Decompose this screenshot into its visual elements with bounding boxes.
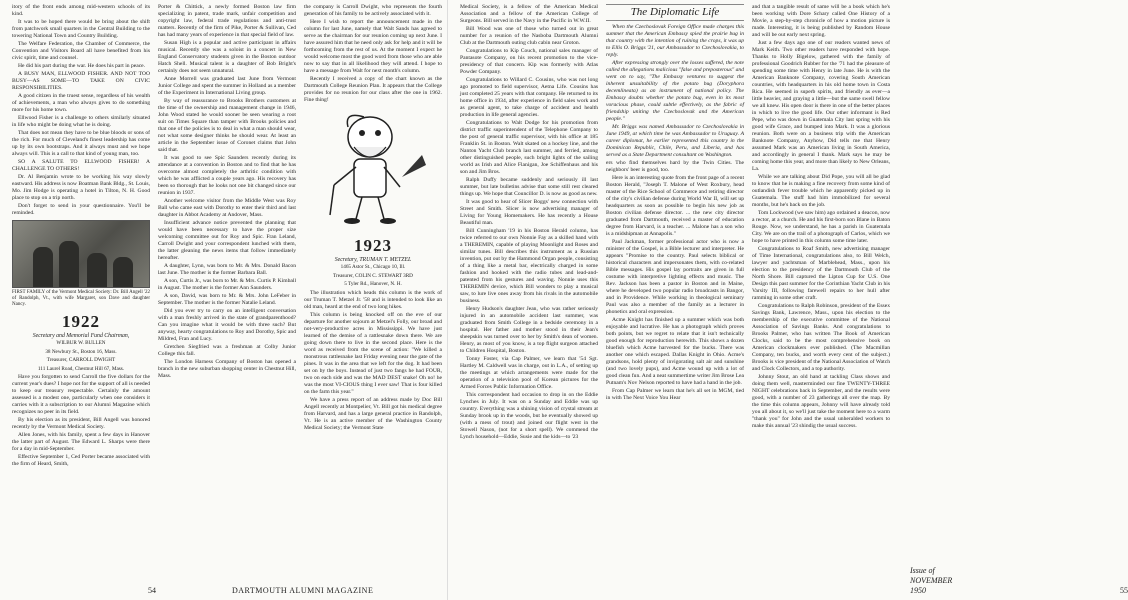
- column-3-text: [304, 4, 442, 104]
- treasurer-name: Treasurer, CARROLL DWIGHT: [46, 357, 116, 363]
- left-page: [0, 0, 448, 600]
- paragraph: The illustration which heads this column is the work of our Truman T. Metzel Jr. '58 and is intended to look like an old man, heard at the end of two long hikes.: [304, 289, 442, 310]
- paragraph: ers who find themselves hard by the Twin Cities. The neighbors' beer is good, too.: [606, 160, 744, 173]
- paragraph: By way of reassurance to Brooks Brothers customers at the time of the ownership and management change in 1946, John Wood stated he would sooner be seen wearing a root suit on Times Square than tamper with Brooks policies and that one of the policies is to deal in what a man should wear, not what some designer thinks he should wear. At least an article in the September issue of Coronet claims that John said that.: [158, 98, 296, 153]
- secretary-1923-address: 1465 Astor St., Chicago 10, Ill.: [340, 264, 406, 270]
- treasurer-1923-address: 5 Tyler Rd., Hanover, N. H.: [344, 281, 402, 287]
- issue-date: Issue of NOVEMBER 1950: [910, 566, 953, 595]
- paragraph: itory of the front ends among mid-western schools of its kind.: [12, 4, 150, 17]
- photo-caption: FIRST FAMILY of the Vermont Medical Society: Dr. Bill Angell '22 of Randolph, Vt., with wife Margaret, son Dave and daughter Nancy.: [12, 290, 150, 307]
- secretary-name: WILBUR W. BULLEN: [56, 340, 106, 346]
- paragraph: Allen Jones, with his family, spent a few days in Hanover the latter part of August. The Edward L. Sharps were there for a day in mid-September.: [12, 432, 150, 452]
- paragraph: When the Czechoslovak Foreign Office made charges this summer that the American Embassy spied the prairie bug in that country with the intention of ruining the crops, it was up to Ellis O. Briggs '21, our Ambassador to Czechoslovakia, to reply.: [606, 24, 744, 58]
- paragraph: The London Harness Company of Boston has opened a branch in the new suburban shopping center in Chestnut Hill, Mass.: [158, 359, 296, 379]
- paragraph: It was good to see Spic Saunders recently during its attendance at a convention in Boston and to find that he has overcome almost completely the arthritic condition with which he was afflicted a couple years ago. His recovery has been so thorough that he looks not one bit changed since our reunion in 1937.: [158, 155, 296, 196]
- paragraph: Here is an interesting quote from the front page of a recent Boston Herald, "Joseph T. Malone of West Roxbury, head master of the Rice School of Commerce and retiring director of the city's civilian defense during World War II, will set up headquarters as soon as possible to begin his new job as Boston civilian defense director. ... the new city director graduated from Dartmouth, received a master of education degree from Harvard, is a teacher. ... Malone has a son who is a midshipman at Annapolis.": [606, 175, 744, 237]
- diplomatic-life-text: [606, 24, 744, 159]
- old-man-cartoon: [304, 107, 436, 227]
- paragraph: Medical Society, is a fellow of the American Medical Association and a fellow of the American College of Surgeons. Bill served in the Navy in the Pacific in W.W.II.: [460, 4, 598, 24]
- paragraph: By his election as its president, Bill Angell was honored recently by the Vermont Medical Society.: [12, 417, 150, 430]
- paragraph: the company is Carroll Dwight, who represents the fourth generation of his family to be actively associated with it.: [304, 4, 442, 17]
- column-1-continued: [12, 374, 150, 468]
- magazine-name: DARTMOUTH ALUMNI MAGAZINE: [232, 586, 374, 595]
- paragraph: Ellwood Fisher is a challenge to others similarly situated in life who might be doing what he is doing.: [12, 115, 150, 128]
- paragraph: It was good to hear of Slicer Boggs' new connection with Street and Smith. Slicer is now advertising manager of Living for Young Homemakers. He has recently a House Beautiful man.: [460, 199, 598, 226]
- paragraph: Congratulations to Roaf Smith, new advertising manager of Time International, congratulations also, to Bill Welch, lawyer and yachtsman of Marblehead, Mass., upon his election to the presidency of the Dartmouth Club of the North Shore. Bill captured the Lipton Cup for U.S. One Design this past summer for the Corinthian Yacht Club in his Varsity III, following farewell repairs to her hull after ramming in some other craft.: [752, 246, 890, 301]
- paragraph: After expressing strongly over the losses suffered, the note called the allegations malicious "false and preposterous" and went on to say, "The Embassy ventures to suggest the inherent unsuitability of the potato bug (Doryphora decemlineata) as an instrument of national policy. The Embassy doubts whether the potato bug, even in its most voracious phase, could subtle effectively, as the fabric of friendship uniting the Czechoslovak and the American people.": [606, 60, 744, 122]
- paragraph: Bill Cunningham '19 in his Boston Herald column, has twice referred to our own Nonnie Fay as a skilled hand with a THEREMIN, capable of playing Moonlight and Roses and similar tunes. Bill describes this instrument as a Russian invention, put out by the Hammond Organ people, consisting of a thing like a metal bar, electrically charged in some fashion and hooked with the radio tubes and lead-and-patented from his gestures and waving. Nonnie uses this THEREMIN device, which Bill wonders to play a musical saw, to lure live ones away from his rivals in the automobile business.: [460, 228, 598, 304]
- column-1-text: [12, 4, 150, 217]
- secretary-address: 38 Newbury St., Boston 16, Mass.: [45, 348, 117, 355]
- paragraph: A BUSY MAN, ELLWOOD FISHER. AND NOT TOO BUSY—AS SOME—TO TAKE ON CIVIC RESPONSIBILITIES.: [12, 71, 150, 91]
- paragraph: Don't forget to send in your questionnaire. You'll be reminded.: [12, 203, 150, 216]
- paragraph: Congratulations to Ralph Robinson, president of the Essex Savings Bank, Lawrence, Mass., upon his election to the membership of the executive committee of the National Association of Savings Banks. And congratulations to Brooks Palmer, who has written The Book of American Clocks, said to be the most comprehensive book on American clockmakers ever published. (The Macmillan Company, ten bucks, and worth every cent of the subject.) Brooks is vice president of the National Association of Watch and Clock Collectors, and a top authority.: [752, 303, 890, 372]
- paragraph: We have a press report of an address made by Doc Bill Angell recently at Montpelier, Vt. Bill got his medical degree from Harvard, and has a large general practice in Randolph, Vt. He is an active member of the Washington County Medical Society; the Vermont State: [304, 396, 442, 431]
- paragraph: Did you ever try to carry on an intelligent conversation with a man freshly arrived in the state of grandparenthood? Can you imagine what it would be with three such? But anyway, hearty congratulations to Roy and Dorothy, Spic and Mildred, Fran and Lucy.: [158, 308, 296, 342]
- paragraph: Recently I received a copy of the chart known as the Dartmouth College Reunion Plan. It appears that the College provides for no reunion for our class after the one in 1962. Fine thing!: [304, 76, 442, 103]
- secretary-1923: Secretary, TRUMAN T. METZEL: [334, 257, 412, 263]
- paragraph: and that a tangible result of same will be a book which he's been working with Dore Schary called One History of a Movie, a step-by-step chronicle of how a motion picture is made. Interesting, it is being published by Random House and will be out early next spring.: [752, 4, 890, 38]
- paragraph: From Cap Palmer we learn that he's all set in MGM, tied in with The Next Voice You Hear: [606, 388, 744, 401]
- class-year-1922: 1922: [62, 312, 100, 331]
- paragraph: Insufficient advance notice prevented the planning that would have been necessary to have the proper size welcoming committee out for Roy and Spic. Fran Leland, Carroll Dwight and your correspondent lunched with them, the latter gleaning the news items that follow immediately hereafter.: [158, 220, 296, 261]
- column-1: [12, 4, 150, 570]
- paragraph: Gretchen Siegfried was a freshman at Colby Junior College this fall.: [158, 344, 296, 357]
- column-4: [460, 4, 598, 570]
- paragraph: It was to be hoped there would be bring about the shift from patchwork small quarters in the Central Building to the towering National Town and Country Building.: [12, 19, 150, 39]
- paragraph: Here I wish to report the announcement made in the column for last June, namely that Walt Sands has agreed to serve as the chairman for our reunion coming up next June. I have assured him that he need only ask for help and it will be forthcoming from the rest of us. At the moment I expect he would welcome most the good word from those who are able now to say that in all likelihood they will attend. I hope to have a message from Walt for next month's column.: [304, 19, 442, 74]
- paragraph: Effective September 1, Ced Porter became associated with the firm of Heard, Smith,: [12, 454, 150, 467]
- paragraph: A daughter, Lynn, was born to Mr. & Mrs. Donald Bacon last June. The mother is the former Barbara Ball.: [158, 263, 296, 276]
- paragraph: Congratulations to Kip Couch, national sales manager of Pantasote Company, on his recent promotion to the vice-presidency of that concern. Kip was formerly with Atlas Powder Company.: [460, 48, 598, 75]
- column-4-text: [460, 4, 598, 441]
- right-page: [448, 0, 1128, 600]
- paragraph: Tonny Foster, via Cap Palmer, we learn that '54 Sgt. Hartley M. Caldwell was in charge, out in L.A., of setting up the meetings at which arrangements were made for the operation of a television pool of Korean pictures for the Armed Forces Public Information Office.: [460, 356, 598, 390]
- paragraph: Anne Morrell was graduated last June from Vermont Junior College and spent the summer in Holland as a member of the Experiment in International Living group.: [158, 76, 296, 96]
- paragraph: Another welcome visitor from the Middle West was Roy Ball who came east with Dorothy to enter their third and last daughter in Abbot Academy at Andover, Mass.: [158, 198, 296, 218]
- paragraph: Porter & Chittick, a newly formed Boston law firm specializing in patent, trade mark, unfair competition and copyright law, federal trade regulations and anti-trust matters. Recently of the firm of Pike, Porter & Sullivan, Ced has had many years of experience in that special field of law.: [158, 4, 296, 38]
- paragraph: Paul Jackman, former professional actor who is now a minister of the Gospel, is a Bible lecturer and interpreter. He appears "Promise to the country. Paul selects biblical or historical characters and impersonates them, with co-related Bible messages. His gospel lay portraits are given in full costume with interpretive lighting effects and music. The Rev. Jackson has been a pastor in Boston and in Maine, where he developed two popular radio broadcasts in Bangor, and in Providence. While working in theological seminary Paul was also a member of the family as a lecturer in phonetics and oral expression.: [606, 239, 744, 315]
- paragraph: Mr. Briggs was named Ambassador to Czechoslovakia in June 1949, at which time he was Ambassador to Uruguay. A career diplomat, he earlier represented this country in the Dominican Republic, Chile, Peru, and Liberia, and has served as a State Department consultant on Washington.: [606, 124, 744, 158]
- paragraph: Acme Knight has finished up a summer which was both enjoyable and lucrative. He has a photograph which proves both points, but we regret to relate that it isn't technically good enough for reproduction herewith. This shows a dozen bluefish which Acme harvested for the bucks. There was another one which escaped. Dallas Knight in Ohio. Acme's grandsons, hold plenty of invigorating salt air and sunshine (and two lovely pups), and Acme wound up with a lot of good clean fun. And a neat summertime writer Jim Brose Lea Putnam's Nov Nelson reported to have had a hand in the job.: [606, 317, 744, 386]
- paragraph: He did his part during the war. He does his part in peace.: [18, 63, 146, 69]
- diplomatic-life-title: The Diplomatic Life: [606, 4, 744, 21]
- column-2-text: [158, 4, 296, 380]
- paragraph: Ralph Duffy became suddenly and seriously ill last summer, but late bulletins advise that some still rest cleared things up. We hope that Councillor D. is now as good as new.: [460, 177, 598, 197]
- column-2: [158, 4, 296, 570]
- family-photo: [12, 220, 150, 288]
- treasurer-address: 111 Laurel Road, Chestnut Hill 67, Mass.: [37, 365, 125, 372]
- paragraph: Bill Wood was one of those who turned out in great number for a reunion of the Nasboba Dartmouth Alumni Club at the Dartmouth outing club cabin near Groton.: [460, 26, 598, 46]
- paragraph: Henry Hudson's daughter Jean, who was rather seriously injured in an automobile accident last summer, was graduated from Smith College in a bedside ceremony in a hospital. Her father and mother stood in their Jean's sheepskin was turned over to her by Smith's dean of women. Henry, as most of you know, is a top flight surgeon attached to Children Hospital, Boston.: [460, 306, 598, 354]
- paragraph: SO A SALUTE TO ELLWOOD FISHER! A CHALLENGE TO OTHERS!: [12, 159, 150, 172]
- paragraph: Congratulations to Willard C. Cousins, who was not long ago promoted to field supervisor, Aetna Life. Cousins has just completed 25 years with that company. He returned to its home office in 1934, after experience in field sales work and as general agent, to take charge of accident and health production in life general agencies.: [460, 77, 598, 118]
- paragraph: That does not mean they have to be blue bloods or sons of the rich. For much of Cleveland's finest leadership has come up by its own bootstraps. And it always must and we hope always will. This is a call to that kind of young man, too.: [12, 130, 150, 157]
- column-6: [752, 4, 890, 570]
- class-year-1923: 1923: [354, 236, 392, 255]
- paragraph: Dr. Al Benjamin wrote to be working his way slowly eastward. His address is now Boatman Bank Bldg., St. Louis, Mo. Jim Hodge is operating a hotel in Tilton, N. H. Good place to stop on a trip north.: [12, 174, 150, 201]
- paragraph: This correspondent had occasion to drop in on the Eddie Lynches in July. It was on a Sunday and Eddie was up country. Everything was a shining vision of crystal stream at Sunday brook up in the woods, but he eventually showed up (with a mess of trout) and joined our flight west in the Stowell Nason, (not for a short spell). We commend the Lynch household—Eddie, Susie and the kids—to '23: [460, 392, 598, 440]
- right-page-number: 55: [1120, 586, 1128, 595]
- paragraph: The Welfare Federation, the Chamber of Commerce, the Convention and Visitors Board all have benefited from his civic spirit, time and counsel.: [12, 41, 150, 61]
- column-5: [606, 4, 744, 570]
- column-3: [304, 4, 442, 570]
- paragraph: Susan High is a popular and active participant in affairs musical. Recently she was a soloist in a concert in New England Conservatory students given in the Boston outdoor Hatch Shell. Musical talent is a daughter of Bob Bright's certainly does not seem unnatural.: [158, 40, 296, 74]
- column-3-continued: [304, 290, 442, 432]
- paragraph: Have you forgotten to send Carroll the five dollars for the current year's dues? I hope not for the support of all is needed to keep our treasury respectable. Certainly the amount assessed is a modest one, particularly when one considers it carries with it a subscription to our Alumni Magazine which recognizes no peer in its field.: [12, 374, 151, 415]
- paragraph: A good citizen in the truest sense, regardless of his wealth of achievements, a man who always gives to do something more for his home town.: [12, 93, 150, 113]
- secretary-title: Secretary and Memorial Fund Chairman,: [32, 333, 130, 339]
- paragraph: A son, David, was born to Mr. & Mrs. John LeFeber in September. The mother is the former Natalie Leland.: [158, 293, 296, 306]
- paragraph: Just a few days ago one of our readers wanted news of Mark Keith. Two other readers have responded with hope. Thanks to Holly Bigelow, gathered with the family of professional Goodrich Rubber for the '71 had the pleasure of spending some time with Henry in late June. He is with the American Banknote Company, covering South American countries, with headquarters in his old home town in Costa Rica. He seemed in superb spirits, and friendly as ever—a little heavier, and graying a little—but the same swell fellow we all knew. His open door is there in one of the better places in which to live the good life. Our other informant is Red Pepe, who was down in Guatemala City last spring with his good wife Grace, and bumped into Mark. It was a glorious reunion. Both were on a business trip with the American Banknote Company, Anyhow, Did tells me that Henry assumed Mark was an American living in South America, and accordingly in general I thank. Mark says he may be coming home this year, and more than likely to New Orleans, La.: [752, 40, 890, 172]
- paragraph: Congratulations to Walt Dodge for his promotion from district traffic superintendent of the Telephone Company to the post of general traffic supervisor, with his office at 185 Franklin St. in Boston. Walt skated on a hockey line, and the Nanton Yacht Club branch last summer, and ferried, among other distinguished people, such bright lights of the sailing world as Irish and Alice Flanigan, Joe Schiffenhaus and his son and Jim Bros.: [460, 120, 598, 175]
- paragraph: Johnny Stout, an old hand at tackling Class shows and doing them well, masterminded our fine TWENTY-THREE NIGHT celebrations back in September, and the results were good, with a number of 23 gatherings all over the map. By the time this column appears, Johnny will have already told you all about it, so we'll just take the moment here to a warm "thank you" for John and the usual unheralded workers to make this annual '23 shindig the usual success.: [752, 374, 890, 429]
- paragraph: This column is being knocked off on the eve of our departure for another sojourn at Metzel's Folly, our broad and not-very-productive acres in Mississippi. We have just learned of the demise of a rattlesnake down there. We are going down there to live in the second place. Here is the word as received from the scene of action: "We killed a monstrous rattlesnake last Friday evening near the gate of the pines. It was in the area that we left for the dog. It had been set on by the boys. Instead of just two fangs he had FOUR, two on each side and was the MAD DEST snake! Oh no! he was the most VI-CIOUS thing I ever saw! That is four killed on the farm this year.": [304, 311, 442, 395]
- column-6-text: [752, 4, 890, 430]
- paragraph: A son, Curtis Jr., was born to Mr. & Mrs. Curtis P. Kimball in August. The mother is the former Ann Saunders.: [158, 278, 296, 291]
- column-5-continued: [606, 160, 744, 402]
- treasurer-1923: Treasurer, COLIN C. STEWART 3RD: [333, 272, 413, 279]
- left-page-number: 54: [148, 586, 156, 595]
- paragraph: While we are talking about Did Pope, you will all be glad to know that he is making a fine recovery from some kind of outlandish fever trouble which he apparently picked up in Guatemala. The stuff had him immobilized for several months, but he's back on the job.: [752, 174, 890, 208]
- paragraph: Tom Lockwood (we saw him) ago ordained a deacon, now a rector, at a church. He and his first-born son Blane in Baton Rouge. Now, we understand, he has a parish in Guatemala City. We are on the trail of a photograph of Carlos, which we hope to have printed in this column some time later.: [752, 210, 890, 244]
